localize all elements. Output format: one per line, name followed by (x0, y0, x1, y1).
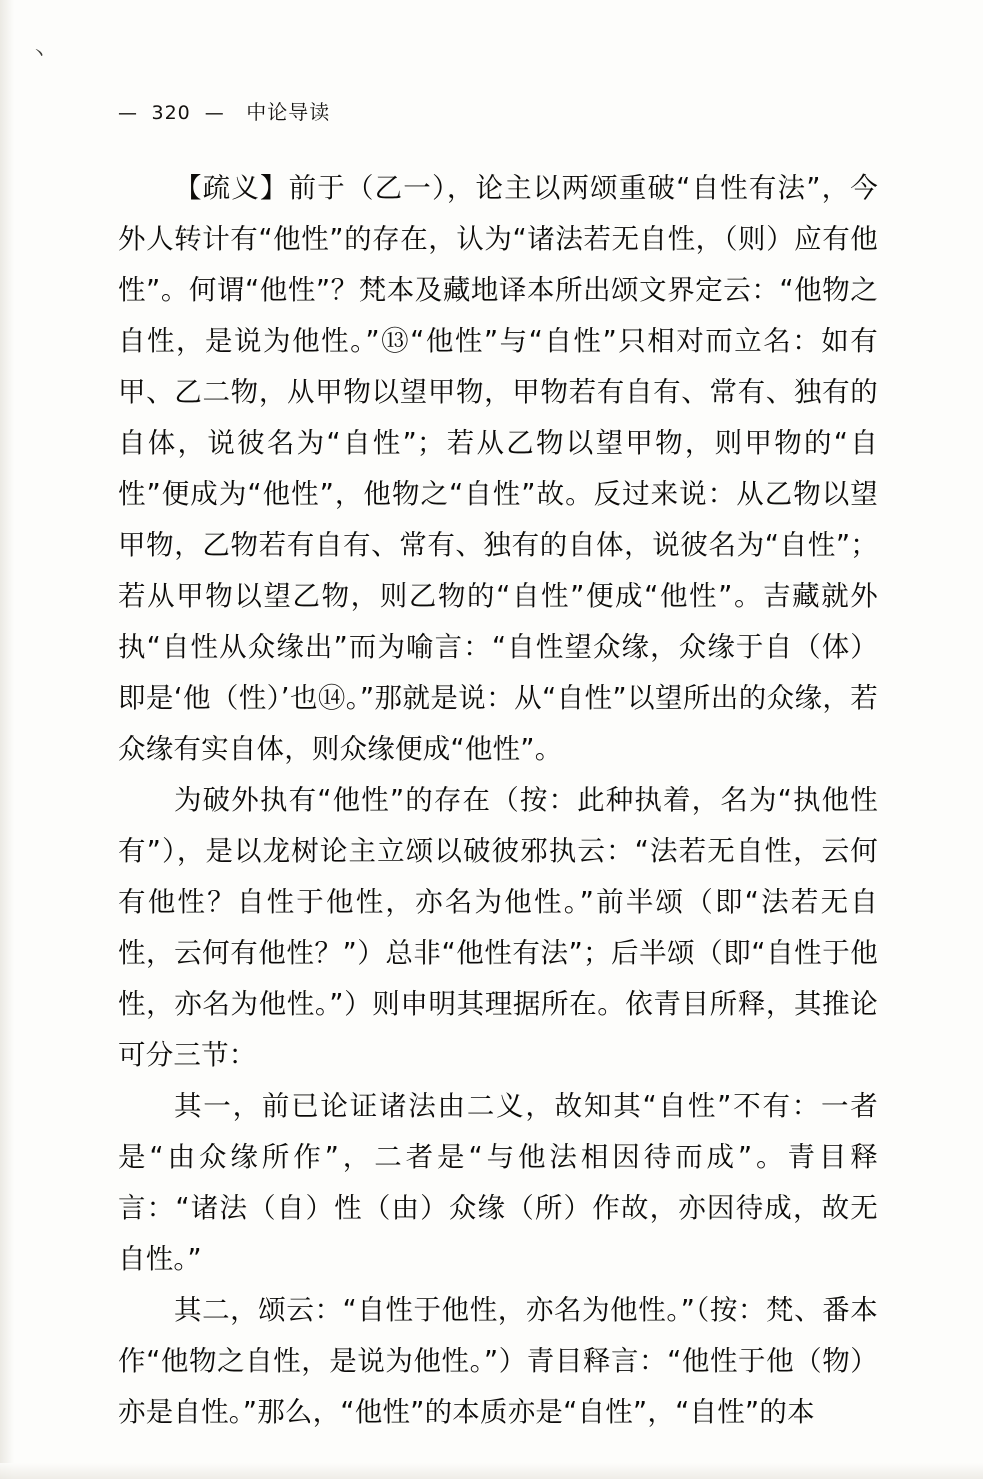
book-title: 中论导读 (246, 100, 331, 124)
paragraph-2: 为破外执有“他性”的存在（按：此种执着，名为“执他性有”），是以龙树论主立颂以破彼邪执云：“法若无自性，云何有他性？自性于他性，亦名为他性。”前半颂（即“法若无自性，云何有他性？”）总非“他性有法”；后半颂（即“自性于他性，亦名为他性。”）则申明其理据所在。依青目所释，其推论可分三节： (118, 784, 878, 1071)
page-content (118, 96, 878, 1438)
header-dash-right: — (204, 102, 225, 124)
running-header (118, 96, 878, 125)
paragraph-1: 【疏义】前于（乙一），论主以两颂重破“自性有法”，今外人转计有“他性”的存在，认为“诸法若无自性，（则）应有他性”。何谓“他性”？梵本及藏地译本所出颂文界定云：“他物之自性，是说为他性。”⑬“他性”与“自性”只相对而立名：如有甲、乙二物，从甲物以望甲物，甲物若有自有、常有、独有的自体，说彼名为“自性”；若从乙物以望甲物，则甲物的“自性”便成为“他性”，他物之“自性”故。反过来说：从乙物以望甲物，乙物若有自有、常有、独有的自体，说彼名为“自性”；若从甲物以望乙物，则乙物的“自性”便成“他性”。吉藏就外执“自性从众缘出”而为喻言：“自性望众缘，众缘于自（体）即是‘他（性）’也⑭。”那就是说：从“自性”以望所出的众缘，若众缘有实自体，则众缘便成“他性”。 (118, 172, 878, 765)
page-edge-shadow-left (0, 0, 14, 1479)
paragraph-4: 其二，颂云：“自性于他性，亦名为他性。”（按：梵、番本作“他物之自性，是说为他性。”）青目释言：“他性于他（物）亦是自性。”那么，“他性”的本质亦是“自性”，“自性”的本 (118, 1294, 878, 1428)
paragraph-3: 其一，前已论证诸法由二义，故知其“自性”不有：一者是“由众缘所作”，二者是“与他法相因待而成”。青目释言：“诸法（自）性（由）众缘（所）作故，亦因待成，故无自性。” (118, 1090, 878, 1275)
page-number: 320 (151, 102, 191, 124)
header-dash-left: — (118, 102, 138, 124)
page-edge-shadow-bottom (0, 1463, 983, 1479)
corner-scan-mark: 丶 (30, 44, 48, 65)
body-text (118, 163, 878, 1438)
